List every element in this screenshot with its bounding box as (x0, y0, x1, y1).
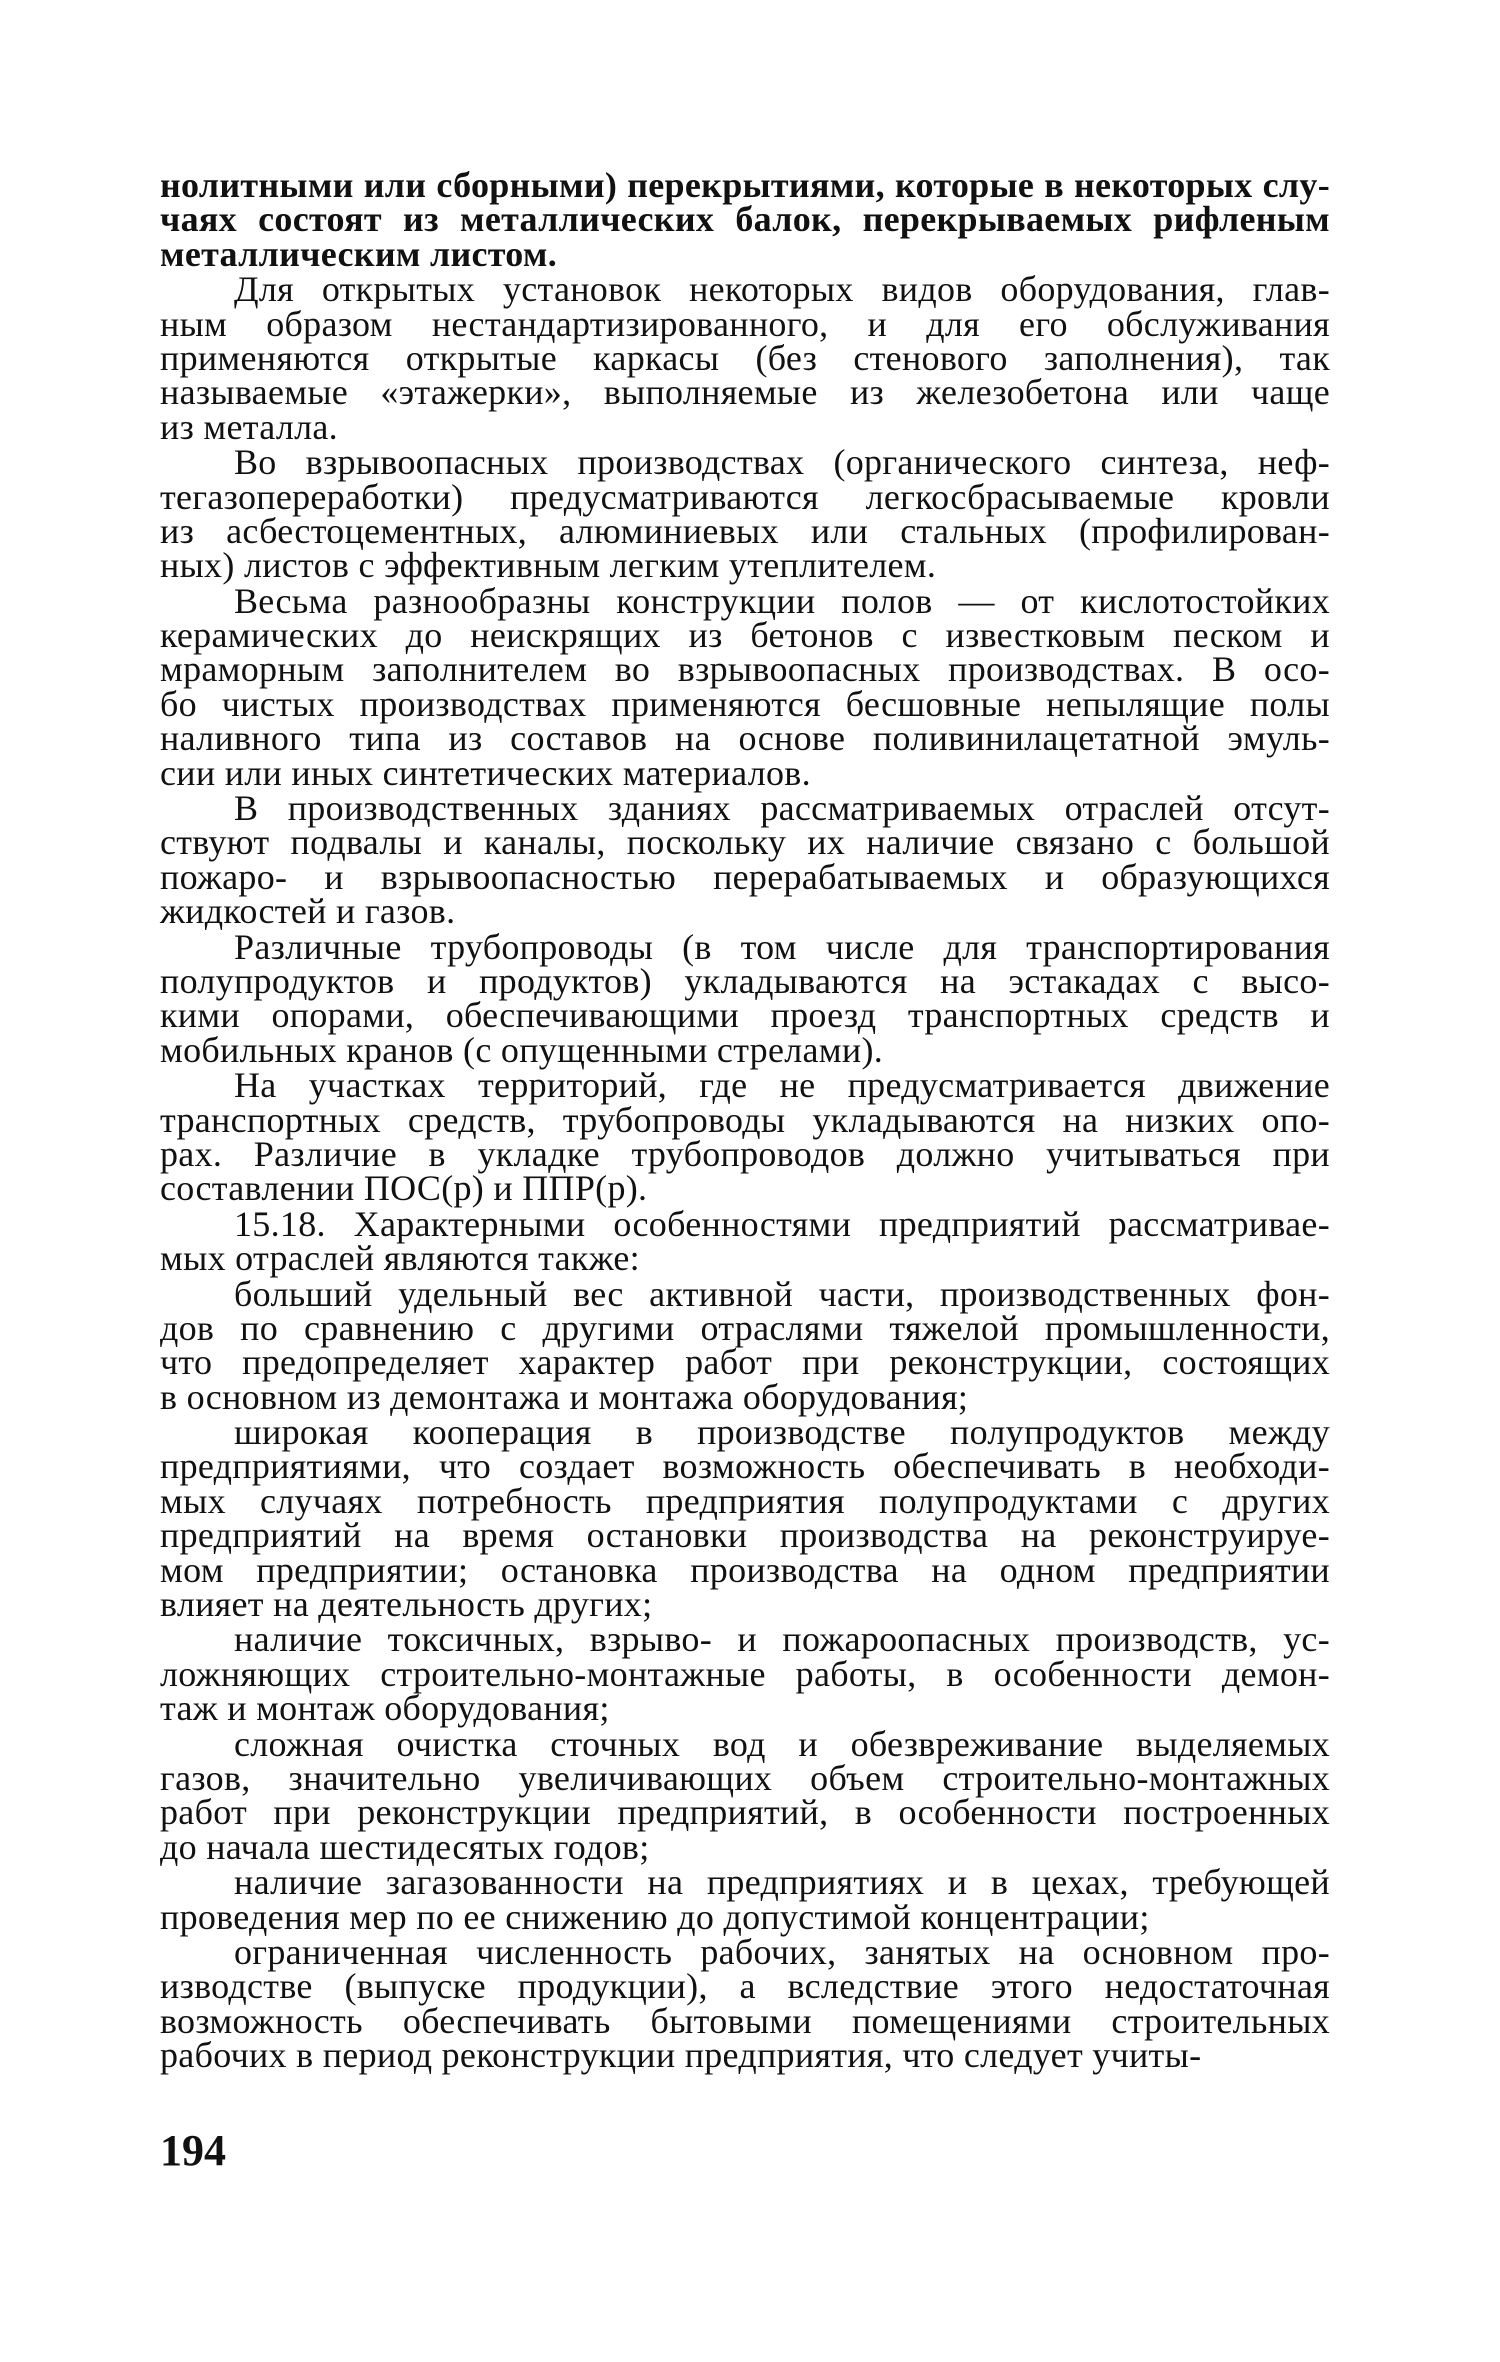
text-line: мраморным заполнителем во взрывоопасных производствах. В осо- (160, 649, 1330, 690)
text-line: мых отраслей являются также: (160, 1238, 640, 1279)
paragraph (160, 1273, 1330, 1417)
text-line: ложняющих строительно-монтажные работы, в особенности демон- (160, 1653, 1330, 1694)
text-line: рабочих в период реконструкции предприятия, что следует учиты- (160, 2035, 1202, 2076)
text-line: называемые «этажерки», выполняемые из железобетона или чаще (160, 372, 1330, 413)
paragraph (160, 1203, 1330, 1279)
text-line: нолитными или сборными) перекрытиями, которые в некоторых слу- (160, 165, 1330, 205)
text-line: что предопределяет характер работ при реконструкции, состоящих (160, 1342, 1330, 1383)
paragraph (160, 442, 1330, 586)
paragraph (160, 1619, 1330, 1729)
text-line: мых случаях потребность предприятия полупродуктами с других (160, 1480, 1330, 1521)
text-line: из асбестоцементных, алюминиевых или стальных (профилирован- (160, 510, 1330, 551)
paragraph (160, 269, 1330, 447)
text-line: кими опорами, обеспечивающими проезд транспортных средств и (160, 995, 1330, 1036)
text-line: Весьма разнообразны конструкции полов — от кислотостойких (234, 580, 1330, 621)
text-line: На участках территорий, где не предусматривается движение (234, 1065, 1330, 1106)
body-text (160, 165, 1330, 2076)
text-line: наливного типа из составов на основе поливинилацетатной эмуль- (160, 718, 1330, 759)
text-line: сии или иных синтетических материалов. (160, 752, 811, 793)
text-line: наличие токсичных, взрыво- и пожароопасных производств, ус- (234, 1619, 1330, 1660)
text-line: возможность обеспечивать бытовыми помещениями строительных (160, 2000, 1330, 2041)
paragraph (160, 1931, 1330, 2076)
text-line: мом предприятии; остановка производства на одном предприятии (160, 1549, 1330, 1590)
text-line: проведения мер по ее снижению до допустимой концентрации; (160, 1896, 1150, 1937)
text-line: предприятиями, что создает возможность обеспечивать в необходи- (160, 1446, 1330, 1487)
text-line: предприятий на время остановки производства на реконструируе- (160, 1515, 1330, 1556)
text-line: наличие загазованности на предприятиях и в цехах, требующей (234, 1862, 1330, 1903)
paragraph (160, 165, 1330, 274)
paragraph (160, 1862, 1330, 1937)
text-line: таж и монтаж оборудования; (160, 1688, 610, 1729)
text-line: дов по сравнению с другими отраслями тяжелой промышленности, (160, 1307, 1330, 1348)
text-line: применяются открытые каркасы (без стенового заполнения), так (160, 337, 1330, 378)
text-line: изводстве (выпуске продукции), а вследствие этого недостаточная (160, 1966, 1330, 2007)
text-line: жидкостей и газов. (160, 891, 456, 932)
text-line: широкая кооперация в производстве полупродуктов между (234, 1412, 1330, 1453)
text-line: Для открытых установок некоторых видов оборудования, глав- (234, 269, 1330, 310)
text-line: тегазопереработки) предусматриваются легкосбрасываемые кровли (160, 476, 1330, 517)
page-number: 194 (160, 2126, 226, 2175)
paragraph (160, 1412, 1330, 1625)
text-line: чаях состоят из металлических балок, перекрываемых рифленым (160, 199, 1330, 240)
text-line: ных) листов с эффективным легким утеплителем. (160, 545, 937, 586)
text-line: полупродуктов и продуктов) укладываются на эстакадах с высо- (160, 960, 1330, 1001)
text-line: ным образом нестандартизированного, и для его обслуживания (160, 303, 1330, 344)
text-line: керамических до неискрящих из бетонов с известковым песком и (160, 615, 1330, 656)
text-line: ствуют подвалы и каналы, поскольку их наличие связано с большой (160, 822, 1330, 863)
text-line: мобильных кранов (с опущенными стрелами). (160, 1029, 884, 1070)
text-line: до начала шестидесятых годов; (160, 1826, 650, 1867)
text-line: составлении ПОС(р) и ППР(р). (160, 1168, 648, 1209)
paragraph (160, 580, 1330, 793)
text-line: бо чистых производствах применяются бесшовные непылящие полы (160, 683, 1330, 724)
text-line: транспортных средств, трубопроводы укладываются на низких опо- (160, 1099, 1330, 1140)
paragraph (160, 1065, 1330, 1209)
paragraph (160, 788, 1330, 932)
text-line: 15.18. Характерными особенностями предприятий рассматривае- (234, 1203, 1330, 1244)
text-line: больший удельный вес активной части, производственных фон- (234, 1273, 1330, 1314)
paragraph (160, 926, 1330, 1070)
text-line: влияет на деятельность других; (160, 1584, 653, 1625)
text-line: работ при реконструкции предприятий, в особенности построенных (160, 1792, 1330, 1833)
text-line: Различные трубопроводы (в том числе для транспортирования (234, 926, 1330, 967)
text-line: пожаро- и взрывоопасностью перерабатываемых и образующихся (160, 856, 1330, 897)
paragraph (160, 1723, 1330, 1867)
text-line: ограниченная численность рабочих, занятых на основном про- (234, 1931, 1330, 1972)
text-line: В производственных зданиях рассматриваемых отраслей отсут- (234, 788, 1330, 829)
text-line: газов, значительно увеличивающих объем строительно-монтажных (160, 1757, 1330, 1798)
text-line: Во взрывоопасных производствах (органического синтеза, неф- (234, 442, 1330, 483)
text-line: металлическим листом. (160, 233, 558, 274)
text-line: в основном из демонтажа и монтажа оборудования; (160, 1376, 969, 1417)
text-line: из металла. (160, 406, 338, 447)
text-line: рах. Различие в укладке трубопроводов должно учитываться при (160, 1133, 1330, 1174)
text-line: сложная очистка сточных вод и обезвреживание выделяемых (234, 1723, 1330, 1764)
